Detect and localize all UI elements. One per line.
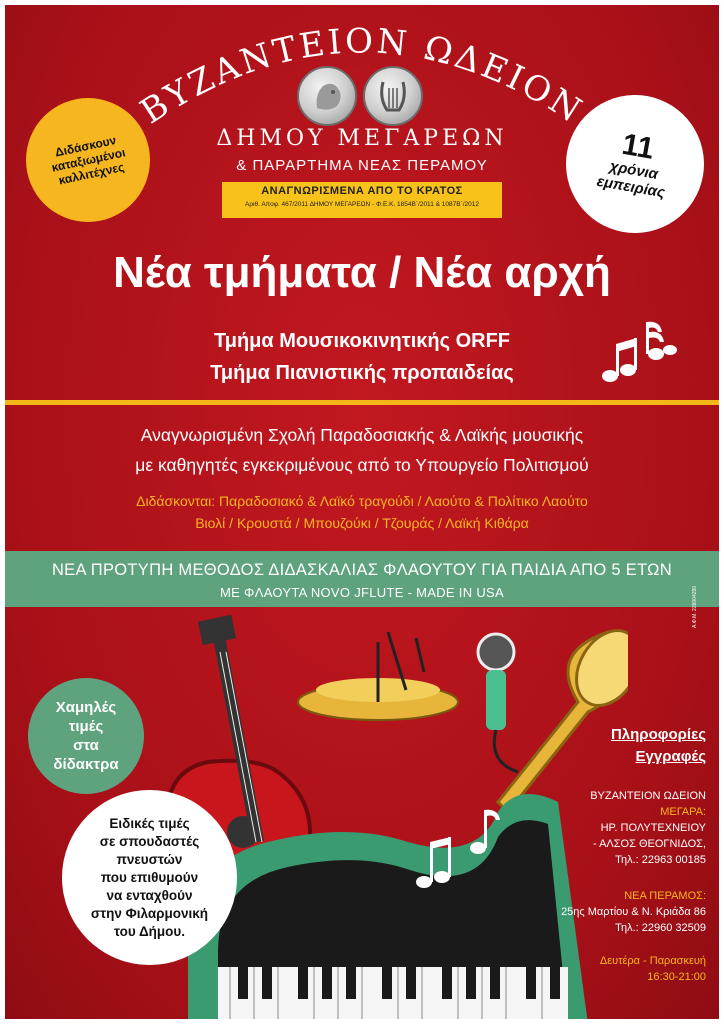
music-notes-icon — [598, 318, 678, 388]
microphone-icon — [478, 634, 518, 772]
dept-piano: Τμήμα Πιανιστικής προπαιδείας — [210, 362, 514, 384]
dept-orff: Τμήμα Μουσικοκινητικής ORFF — [213, 330, 511, 352]
artists-badge — [26, 98, 150, 222]
perama-label: ΝΕΑ ΠΕΡΑΜΟΣ: — [624, 890, 706, 902]
flute-line-1: ΝΕΑ ΠΡΟΤΥΠΗ ΜΕΘΟΔΟΣ ΔΙΔΑΣΚΑΛΙΑΣ ΦΛΑΟΥΤΟΥ ΓΙΑ ΠΑΙΔΙΑ ΑΠΟ 5 ΕΤΩΝ — [51, 561, 673, 579]
coin-lyre-icon — [363, 66, 423, 126]
school-line-1: Αναγνωρισμένη Σχολή Παραδοσιακής & Λαϊκής μουσικής — [140, 425, 584, 445]
license-text: Αριθ. Αποφ. 467/2011 ΔΗΜΟΥ ΜΕΓΑΡΕΩΝ - Φ.Ε.Κ. 1854Β΄/2011 & 1087Β΄/2012 — [245, 201, 479, 208]
megara-address-2: - ΑΛΣΟΣ ΘΕΟΓΝΙΔΟΣ, — [592, 838, 706, 850]
low-fees-badge — [28, 678, 144, 794]
opening-hours — [600, 953, 706, 985]
coin-emblems — [297, 66, 427, 128]
taught-line-1: Διδάσκονται: Παραδοσιακό & Λαϊκό τραγούδι / Λαούτο & Πολίτικο Λαούτο — [136, 493, 588, 509]
info-heading-1: Πληροφορίες — [610, 726, 706, 743]
cymbal-icon — [298, 632, 458, 720]
hours: 16:30-21:00 — [647, 971, 706, 983]
special-prices-text: Ειδικές τιμές σε σπουδαστές πνευστών που επιθυμούν να ενταχθούν στην Φιλαρμονική του Δήμου. — [90, 815, 209, 939]
recognition-box — [222, 182, 502, 218]
experience-text: χρόνια εμπειρίας — [595, 157, 667, 202]
perama-contact — [561, 888, 706, 936]
school-title: ΒΥΖΑΝΤΕΙΟΝ ΩΔΕΙΟΝ — [133, 21, 591, 133]
trumpet-icon — [498, 619, 628, 812]
perama-address: 25ης Μαρτίου & Ν. Κριάδα 86 — [561, 906, 706, 918]
branch-name: & ΠΑΡΑΡΤΗΜΑ ΝΕΑΣ ΠΕΡΑΜΟΥ — [236, 157, 488, 174]
low-fees-text: Χαμηλές τιμές στα δίδακτρα — [53, 699, 119, 773]
special-prices-badge — [62, 790, 237, 965]
headline: Νέα τμήματα / Νέα αρχή — [113, 248, 611, 297]
info-heading — [611, 724, 706, 768]
taught-line-2: Βιολί / Κρουστά / Μπουζούκι / Τζουράς / Λαϊκή Κιθάρα — [195, 515, 529, 531]
instruments-illustration — [148, 612, 628, 1024]
recognition-text: ΑΝΑΓΝΩΡΙΣΜΕΝΑ ΑΠΟ ΤΟ ΚΡΑΤΟΣ — [261, 185, 463, 197]
coin-head-icon — [297, 66, 357, 126]
info-heading-2: Εγγραφές — [635, 748, 706, 765]
flute-line-2: ΜΕ ΦΛΑΟΥΤΑ NOVO JFLUTE - MADE IN USA — [220, 585, 504, 600]
municipality-name: ΔΗΜΟΥ ΜΕΓΑΡΕΩΝ — [216, 126, 508, 151]
divider — [0, 400, 724, 405]
experience-years: 11 — [619, 127, 657, 166]
tax-id: Α.Φ.Μ. 228004290 — [692, 585, 698, 628]
megara-contact — [590, 788, 706, 868]
megara-phone: Τηλ.: 22963 00185 — [615, 854, 706, 866]
artists-badge-text: Διδάσκουν καταξιωμένοι καλλιτέχνες — [49, 133, 127, 188]
school-line-2: με καθηγητές εγκεκριμένους από το Υπουργείο Πολιτισμού — [135, 455, 589, 475]
perama-phone: Τηλ.: 22960 32509 — [615, 922, 706, 934]
megara-address-1: ΗΡ. ΠΟΛΥΤΕΧΝΕΙΟΥ — [600, 822, 706, 834]
days: Δευτέρα - Παρασκευή — [599, 955, 706, 967]
contact-school-name: ΒΥΖΑΝΤΕΙΟΝ ΩΔΕΙΟΝ — [590, 790, 706, 802]
megara-label: ΜΕΓΑΡΑ: — [660, 806, 706, 818]
